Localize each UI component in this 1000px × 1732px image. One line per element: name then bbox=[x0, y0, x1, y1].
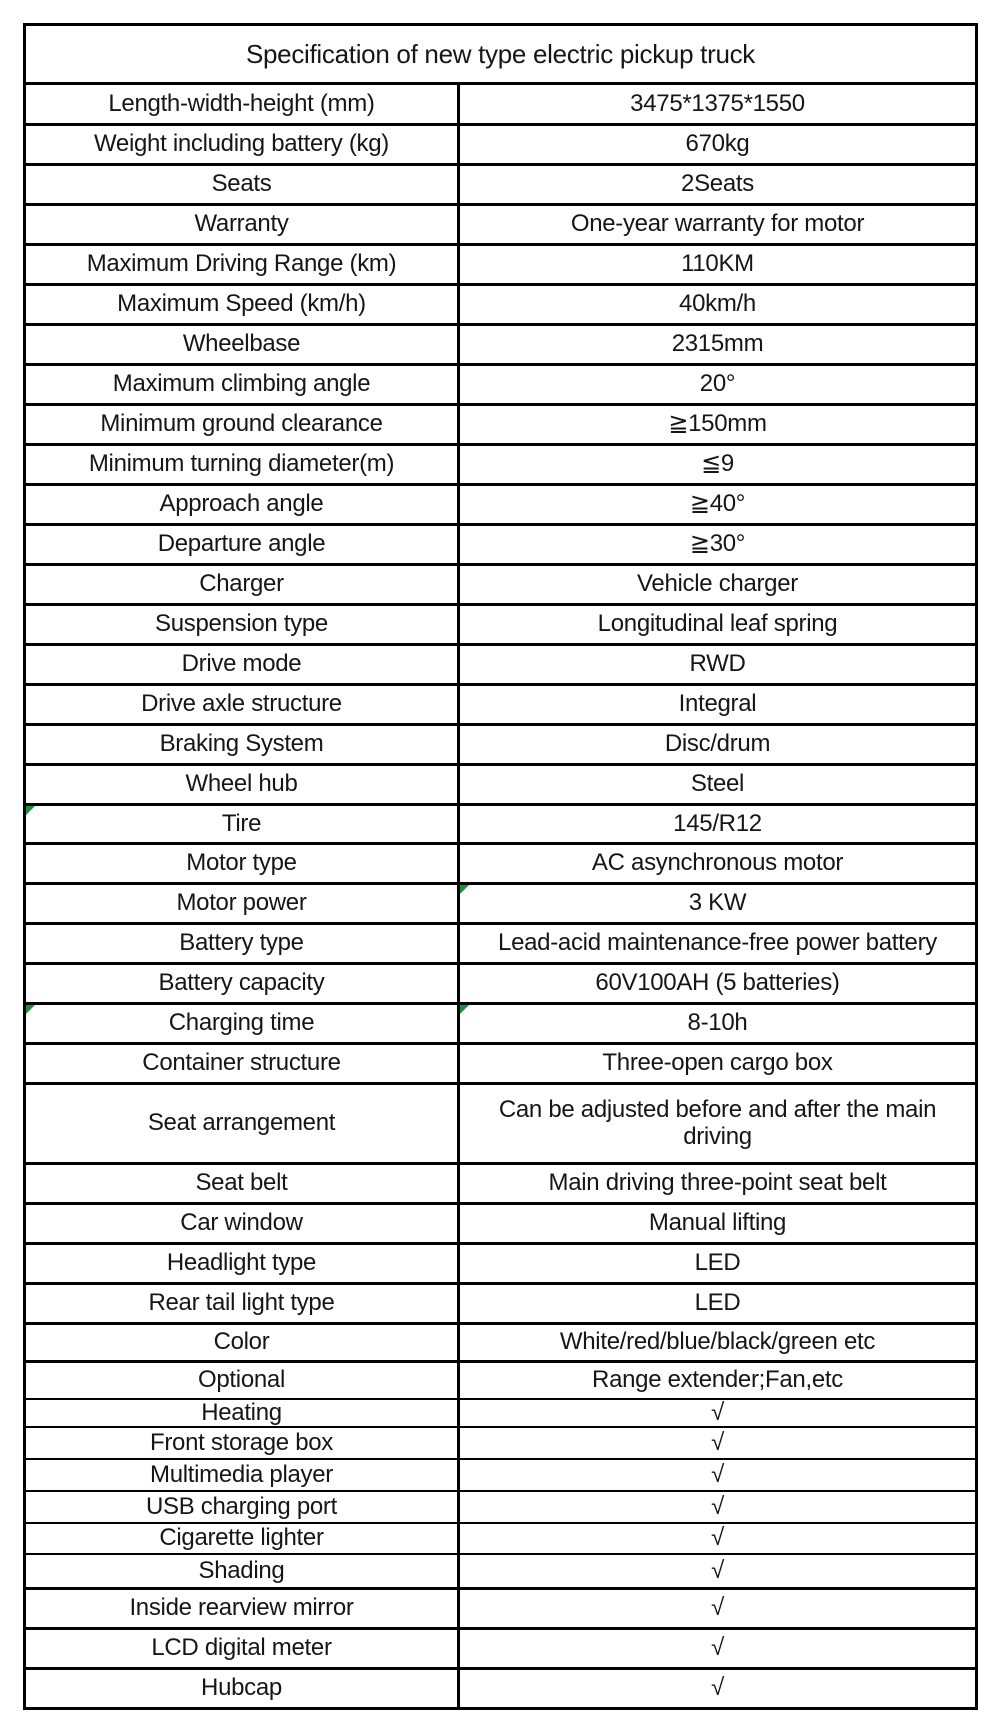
spec-value-cell bbox=[457, 806, 975, 842]
spec-label-cell bbox=[26, 286, 457, 323]
spec-label-text: Maximum climbing angle bbox=[112, 370, 371, 398]
spec-value-text: ≧30° bbox=[689, 530, 746, 558]
spec-value-cell bbox=[457, 845, 975, 882]
spec-label-cell bbox=[26, 1555, 457, 1587]
spec-value-text: √ bbox=[711, 1556, 724, 1584]
spec-row bbox=[26, 163, 975, 203]
spec-value-text: 110KM bbox=[681, 250, 754, 278]
spec-label-text: Container structure bbox=[142, 1049, 341, 1077]
spec-row bbox=[26, 1667, 975, 1707]
spec-label-text: Multimedia player bbox=[150, 1460, 333, 1488]
spec-row bbox=[26, 683, 975, 723]
spec-value-cell bbox=[457, 1524, 975, 1553]
spec-row bbox=[26, 123, 975, 163]
spec-value-text: One-year warranty for motor bbox=[570, 210, 865, 238]
spec-label-text: Seat arrangement bbox=[147, 1109, 336, 1137]
spec-row bbox=[26, 1282, 975, 1322]
spec-row bbox=[26, 803, 975, 842]
spec-value-text: Main driving three-point seat belt bbox=[548, 1169, 887, 1197]
spec-value-cell bbox=[457, 606, 975, 643]
spec-label-cell bbox=[26, 1165, 457, 1202]
spec-value-text: RWD bbox=[689, 650, 746, 678]
spec-row bbox=[26, 643, 975, 683]
spec-row bbox=[26, 203, 975, 243]
green-corner-flag-icon bbox=[26, 1005, 35, 1014]
spec-label-text: Optional bbox=[198, 1366, 285, 1394]
spec-label-cell bbox=[26, 686, 457, 723]
spec-value-cell bbox=[457, 206, 975, 243]
spec-value-text: 145/R12 bbox=[673, 809, 762, 837]
spec-row bbox=[26, 1002, 975, 1042]
spec-table bbox=[23, 23, 978, 1710]
spec-row bbox=[26, 1490, 975, 1522]
spec-value-text: Integral bbox=[678, 690, 757, 718]
spec-row bbox=[26, 1322, 975, 1360]
spec-value-text: Longitudinal leaf spring bbox=[597, 610, 838, 638]
spec-value-cell bbox=[457, 526, 975, 563]
spec-value-cell bbox=[457, 686, 975, 723]
spec-label-cell bbox=[26, 1325, 457, 1360]
spec-label-cell bbox=[26, 1590, 457, 1627]
spec-row bbox=[26, 1398, 975, 1426]
spec-label-text: Front storage box bbox=[150, 1428, 333, 1456]
spec-label-text: Suspension type bbox=[155, 610, 328, 638]
spec-row bbox=[26, 1360, 975, 1398]
spec-label-cell bbox=[26, 1363, 457, 1398]
spec-label-cell bbox=[26, 606, 457, 643]
spec-row bbox=[26, 842, 975, 882]
spec-row bbox=[26, 283, 975, 323]
spec-label-text: Warranty bbox=[194, 210, 289, 238]
spec-label-cell bbox=[26, 806, 457, 842]
spec-label-text: Heating bbox=[201, 1400, 282, 1426]
table-title: Specification of new type electric pickup truck bbox=[245, 38, 756, 69]
spec-value-cell bbox=[457, 1492, 975, 1522]
spec-label-cell bbox=[26, 366, 457, 403]
spec-value-text: Disc/drum bbox=[664, 730, 771, 758]
spec-value-text: √ bbox=[711, 1492, 724, 1520]
spec-value-text: √ bbox=[711, 1524, 724, 1552]
spec-label-text: Cigarette lighter bbox=[159, 1524, 324, 1552]
spec-label-text: Rear tail light type bbox=[148, 1289, 335, 1317]
spec-value-cell bbox=[457, 486, 975, 523]
spec-label-cell bbox=[26, 1005, 457, 1042]
spec-value-cell bbox=[457, 1285, 975, 1322]
spec-value-cell bbox=[457, 406, 975, 443]
spec-value-cell bbox=[457, 726, 975, 763]
spec-row bbox=[26, 962, 975, 1002]
spec-value-cell bbox=[457, 1045, 975, 1082]
spec-label-cell bbox=[26, 526, 457, 563]
spec-value-text: AC asynchronous motor bbox=[591, 849, 844, 877]
spec-value-text: √ bbox=[711, 1460, 724, 1488]
spec-row bbox=[26, 243, 975, 283]
spec-label-cell bbox=[26, 726, 457, 763]
spec-label-cell bbox=[26, 1285, 457, 1322]
spec-value-cell bbox=[457, 126, 975, 163]
spec-label-text: Color bbox=[213, 1328, 270, 1356]
spec-row bbox=[26, 1553, 975, 1587]
spec-label-text: Tire bbox=[221, 809, 262, 837]
spec-label-cell bbox=[26, 766, 457, 803]
spec-label-text: Seat belt bbox=[195, 1169, 288, 1197]
spec-value-text: Steel bbox=[690, 770, 745, 798]
spec-label-text: Headlight type bbox=[166, 1249, 317, 1277]
spec-label-text: Inside rearview mirror bbox=[129, 1594, 354, 1622]
spec-label-text: Drive mode bbox=[181, 650, 302, 678]
spec-label-text: Charging time bbox=[168, 1009, 315, 1037]
spec-value-cell bbox=[457, 246, 975, 283]
spec-value-text: 670kg bbox=[685, 130, 750, 158]
spec-row bbox=[26, 1522, 975, 1553]
spec-label-cell bbox=[26, 1245, 457, 1282]
spec-value-cell bbox=[457, 925, 975, 962]
spec-row bbox=[26, 603, 975, 643]
spec-label-text: Seats bbox=[211, 170, 272, 198]
spec-label-cell bbox=[26, 126, 457, 163]
spec-label-text: Minimum ground clearance bbox=[100, 410, 383, 438]
spec-value-text: Vehicle charger bbox=[637, 570, 798, 598]
spec-value-cell bbox=[457, 646, 975, 683]
spec-row bbox=[26, 882, 975, 922]
spec-row bbox=[26, 723, 975, 763]
spec-label-text: Charger bbox=[199, 570, 284, 598]
spec-label-text: Departure angle bbox=[157, 530, 326, 558]
spec-row bbox=[26, 1426, 975, 1458]
spec-value-text: Can be adjusted before and after the main driving bbox=[498, 1096, 937, 1150]
spec-row bbox=[26, 1082, 975, 1162]
spec-row bbox=[26, 1627, 975, 1667]
spec-value-cell bbox=[457, 965, 975, 1002]
spec-label-cell bbox=[26, 925, 457, 962]
spec-value-cell bbox=[457, 766, 975, 803]
spec-value-text: 3 KW bbox=[688, 889, 747, 917]
spec-value-text: LED bbox=[694, 1289, 741, 1317]
spec-label-cell bbox=[26, 326, 457, 363]
spec-label-cell bbox=[26, 845, 457, 882]
spec-value-cell bbox=[457, 1005, 975, 1042]
spec-value-cell bbox=[457, 1670, 975, 1707]
spec-label-text: Motor power bbox=[176, 889, 307, 917]
spec-row bbox=[26, 1458, 975, 1490]
spec-row bbox=[26, 443, 975, 483]
spec-value-cell bbox=[457, 166, 975, 203]
spec-row bbox=[26, 1162, 975, 1202]
spec-value-text: ≧40° bbox=[689, 490, 746, 518]
spec-value-text: 3475*1375*1550 bbox=[630, 89, 805, 117]
spec-label-cell bbox=[26, 166, 457, 203]
spec-row bbox=[26, 523, 975, 563]
spec-label-text: Motor type bbox=[186, 849, 297, 877]
spec-label-text: Battery capacity bbox=[158, 969, 325, 997]
spec-value-cell bbox=[457, 1165, 975, 1202]
spec-value-text: Three-open cargo box bbox=[602, 1049, 833, 1077]
spec-label-cell bbox=[26, 566, 457, 603]
spec-row bbox=[26, 82, 975, 123]
spec-label-text: Car window bbox=[180, 1209, 303, 1237]
table-body bbox=[26, 82, 975, 1707]
spec-row bbox=[26, 922, 975, 962]
spec-value-text: √ bbox=[711, 1674, 724, 1702]
spec-label-text: Weight including battery (kg) bbox=[93, 130, 389, 158]
spec-label-text: Hubcap bbox=[201, 1674, 282, 1702]
spec-label-text: Shading bbox=[198, 1556, 285, 1584]
spec-label-cell bbox=[26, 1205, 457, 1242]
spec-label-cell bbox=[26, 1400, 457, 1426]
spec-value-cell bbox=[457, 1205, 975, 1242]
spec-value-text: 2315mm bbox=[671, 330, 764, 358]
spec-value-cell bbox=[457, 286, 975, 323]
spec-value-cell bbox=[457, 1590, 975, 1627]
spec-value-text: Lead-acid maintenance-free power battery bbox=[498, 929, 937, 957]
spec-label-cell bbox=[26, 885, 457, 922]
spec-value-cell bbox=[457, 85, 975, 123]
spec-label-text: LCD digital meter bbox=[151, 1634, 332, 1662]
spec-value-cell bbox=[457, 1630, 975, 1667]
spec-value-text: Manual lifting bbox=[648, 1209, 787, 1237]
spec-label-text: Maximum Driving Range (km) bbox=[86, 250, 397, 278]
spec-label-cell bbox=[26, 406, 457, 443]
spec-value-text: ≧150mm bbox=[668, 410, 767, 438]
spec-label-cell bbox=[26, 1085, 457, 1162]
spec-row bbox=[26, 763, 975, 803]
spec-value-text: 2Seats bbox=[681, 170, 754, 198]
spec-label-cell bbox=[26, 1670, 457, 1707]
spec-value-cell bbox=[457, 366, 975, 403]
spec-value-cell bbox=[457, 1085, 975, 1162]
spec-value-text: √ bbox=[711, 1400, 724, 1426]
spec-value-text: ≦9 bbox=[701, 450, 734, 478]
spec-value-text: 20° bbox=[699, 370, 736, 398]
spec-label-cell bbox=[26, 85, 457, 123]
green-corner-flag-icon bbox=[460, 1005, 469, 1014]
spec-value-cell bbox=[457, 1460, 975, 1490]
spec-label-cell bbox=[26, 1630, 457, 1667]
spec-value-cell bbox=[457, 1400, 975, 1426]
green-corner-flag-icon bbox=[460, 885, 469, 894]
spec-row bbox=[26, 1242, 975, 1282]
spec-label-text: Maximum Speed (km/h) bbox=[117, 290, 366, 318]
spec-value-cell bbox=[457, 326, 975, 363]
spec-label-cell bbox=[26, 1045, 457, 1082]
spec-label-text: Minimum turning diameter(m) bbox=[88, 450, 395, 478]
spec-label-cell bbox=[26, 1460, 457, 1490]
green-corner-flag-icon bbox=[26, 806, 35, 815]
spec-value-cell bbox=[457, 1245, 975, 1282]
spec-label-text: Drive axle structure bbox=[141, 690, 342, 718]
spec-value-text: White/red/blue/black/green etc bbox=[559, 1328, 876, 1356]
spec-row bbox=[26, 1587, 975, 1627]
spec-value-text: 60V100AH (5 batteries) bbox=[595, 969, 840, 997]
spec-value-cell bbox=[457, 1325, 975, 1360]
spec-row bbox=[26, 323, 975, 363]
spec-label-cell bbox=[26, 1428, 457, 1458]
spec-row bbox=[26, 403, 975, 443]
spec-row bbox=[26, 1202, 975, 1242]
spec-value-text: 8-10h bbox=[687, 1009, 748, 1037]
spec-value-cell bbox=[457, 885, 975, 922]
spec-label-cell bbox=[26, 1492, 457, 1522]
spec-label-text: Approach angle bbox=[159, 490, 324, 518]
spec-row bbox=[26, 483, 975, 523]
spec-label-text: USB charging port bbox=[145, 1492, 337, 1520]
spec-value-cell bbox=[457, 446, 975, 483]
spec-value-cell bbox=[457, 1363, 975, 1398]
spec-label-cell bbox=[26, 646, 457, 683]
spec-row bbox=[26, 563, 975, 603]
spec-label-cell bbox=[26, 1524, 457, 1553]
spec-value-text: √ bbox=[711, 1594, 724, 1622]
spec-label-text: Wheel hub bbox=[185, 770, 298, 798]
spec-label-text: Length-width-height (mm) bbox=[108, 89, 375, 117]
spec-label-cell bbox=[26, 446, 457, 483]
spec-row bbox=[26, 1042, 975, 1082]
spec-label-text: Wheelbase bbox=[182, 330, 301, 358]
spec-value-text: √ bbox=[711, 1634, 724, 1662]
spec-label-text: Braking System bbox=[159, 730, 324, 758]
spec-value-text: LED bbox=[694, 1249, 741, 1277]
spec-value-cell bbox=[457, 566, 975, 603]
spec-value-text: √ bbox=[711, 1428, 724, 1456]
spec-label-cell bbox=[26, 965, 457, 1002]
spec-value-cell bbox=[457, 1428, 975, 1458]
spec-label-cell bbox=[26, 486, 457, 523]
spec-row bbox=[26, 363, 975, 403]
spec-value-cell bbox=[457, 1555, 975, 1587]
spec-label-text: Battery type bbox=[179, 929, 304, 957]
spec-label-cell bbox=[26, 246, 457, 283]
spec-value-text: Range extender;Fan,etc bbox=[592, 1366, 843, 1394]
spec-label-cell bbox=[26, 206, 457, 243]
spec-value-text: 40km/h bbox=[679, 290, 756, 318]
